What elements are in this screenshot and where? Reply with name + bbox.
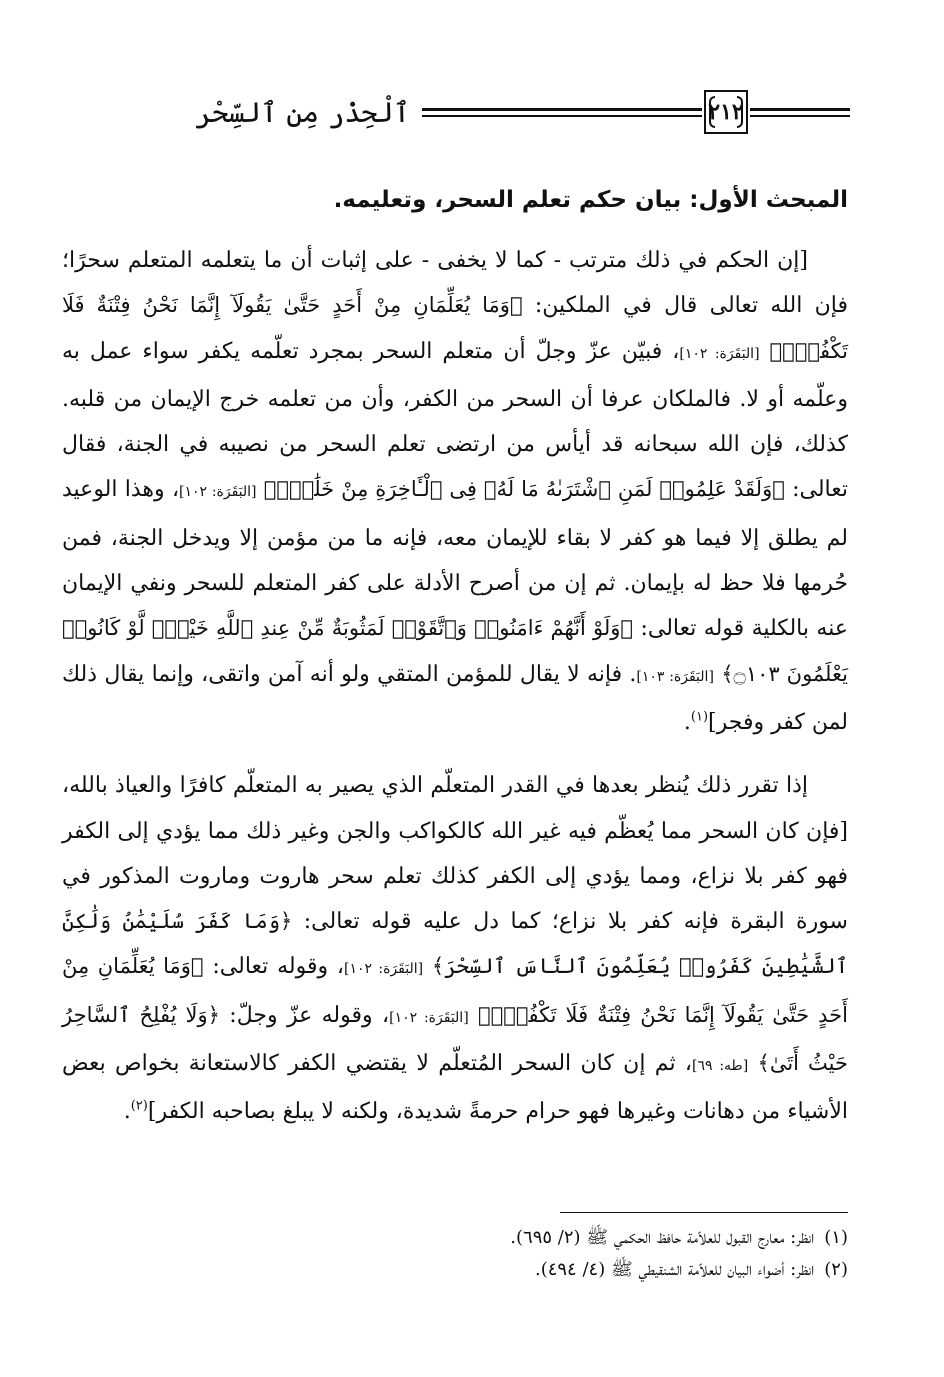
text-segment: [إن الحكم في ذلك مترتب - كما لا يخفى - على إثبات أن ما يتعلمه المتعلم سحرًا؛ فإن الله تعالى قال في الملكين: <box>62 248 848 319</box>
quran-verse: ﴿وَمَا كَفَرَ سُلَيْمَٰنُ وَلَٰكِنَّ ٱلشَّيَٰطِينَ كَفَرُوا۟ يُعَلِّمُونَ ٱلنَّاسَ ٱلسِّحْرَ﴾ <box>62 909 849 979</box>
verse-reference: [طه: ٦٩] <box>692 1058 749 1075</box>
verse-reference: [البَقَرَة: ١٠٢] <box>344 961 424 978</box>
paragraph-2 <box>62 763 848 1134</box>
verse-reference: [البَقَرَة: ١٠٢] <box>179 484 257 501</box>
verse-reference: [البَقَرَة: ١٠٣] <box>636 668 714 685</box>
page-header <box>110 90 850 142</box>
footnote <box>62 1254 848 1286</box>
footnote <box>62 1222 848 1254</box>
footnote-number: (١) <box>824 1227 848 1248</box>
text-segment: ، ثم إن كان السحر المُتعلّم لا يقتضي الكفر كالاستعانة بخواص بعض الأشياء من دهانات وغيرها فهو حرام حرمةً شديدة، ولكنه لا يبلغ بصاحبه الكفر] <box>62 1051 848 1125</box>
quran-verse: ﴿وَلَوْ أَنَّهُمْ ءَامَنُوا۟ وَٱتَّقَوْا۟ لَمَثُوبَةٌ مِّنْ عِندِ ٱللَّهِ خَيْرٌۖ لَّوْ كَانُوا۟ يَعْلَمُونَ ۝١٠٣﴾ <box>62 616 848 686</box>
quran-verse: ﴿وَمَا يُعَلِّمَانِ مِنْ أَحَدٍ حَتَّىٰ يَقُولَآ إِنَّمَا نَحْنُ فِتْنَةٌ فَلَا تَكْفُرْۖ﴾ <box>62 293 849 363</box>
page-body <box>62 180 848 1135</box>
page-number-frame <box>704 90 748 134</box>
footnote-marker[interactable]: (٢) <box>130 1099 148 1115</box>
verse-reference: [البَقَرَة: ١٠٢] <box>389 1009 469 1026</box>
footnote-number: (٢) <box>824 1259 848 1280</box>
text-segment: ، وقوله تعالى: <box>203 954 345 980</box>
quran-verse: ﴿وَلَا يُفْلِحُ ٱلسَّاحِرُ حَيْثُ أَتَىٰ﴾ <box>62 1002 848 1076</box>
page-number: ٢١٢ <box>708 99 744 125</box>
footnote-text: انظر: معارج القبول للعلاّمة حافظ الحكمي ﷺ (٢/ ٦٩٥). <box>510 1227 815 1248</box>
header-rule-left <box>422 108 702 117</box>
text-segment: . <box>683 709 691 735</box>
text-segment: ، فبيّن عزّ وجلّ أن متعلم السحر بمجرد تعلّمه يكفر سواء عمل به وعلّمه أو لا. فالملكان عرفا أن السحر من الكفر، وأن من تعلمه خرج الإيمان من قلبه. كذلك، فإن الله سبحانه قد أيأس من ارتضى تعلم السحر من نصيبه في الجنة، فقال تعالى: <box>62 338 848 503</box>
quran-verse: ﴿وَمَا يُعَلِّمَانِ مِنْ أَحَدٍ حَتَّىٰ يَقُولَآ إِنَّمَا نَحْنُ فِتْنَةٌ فَلَا تَكْفُرْۖ﴾ <box>62 954 848 1027</box>
text-segment: ، وهذا الوعيد لم يطلق إلا فيما هو كفر لا بقاء للإيمان معه، فإنه ما من مؤمن إلا ويدخل الجنة، فمن حُرمها فلا حظ له بإيمان. ثم إن من أصرح الأدلة على كفر المتعلم للسحر ونفي الإيمان عنه بالكلية قوله تعالى: <box>62 477 848 642</box>
text-segment: . فإنه لا يقال للمؤمن المتقي ولو أنه آمن واتقى، وإنما يقال ذلك لمن كفر وفجر] <box>62 661 848 735</box>
verse-reference: [البَقَرَة: ١٠٢] <box>679 345 760 362</box>
section-title: المبحث الأول: بيان حكم تعلم السحر، وتعليمه. <box>333 187 848 213</box>
paragraph-1 <box>62 238 848 745</box>
footnotes <box>62 1222 848 1286</box>
text-segment: إذا تقرر ذلك يُنظر بعدها في القدر المتعلّم الذي يصير به المتعلّم كافرًا والعياذ بالله، [فإن كان السحر مما يُعظّم فيه غير الله كالكواكب والجن وغير ذلك مما يؤدي إلى الكفر فهو كفر بلا نزاع، ومما يؤدي إلى الكفر كذلك تعلم سحر هاروت وماروت المذكور في سورة البقرة فإنه كفر بلا نزاع؛ كما دل عليه قوله تعالى: <box>62 773 848 935</box>
footnote-text: انظر: أضواء البيان للعلاّمة الشنقيطي ﷺ (٤/ ٤٩٤). <box>534 1259 815 1280</box>
book-title: ٱلْحِذْر مِن ٱلسِّحْر <box>195 96 410 129</box>
footnote-separator <box>560 1212 848 1213</box>
quran-verse: ﴿وَلَقَدْ عَلِمُوا۟ لَمَنِ ٱشْتَرَىٰهُ مَا لَهُۥ فِى ٱلْـَٔاخِرَةِ مِنْ خَلَٰقٍۚ﴾ <box>263 477 785 502</box>
footnote-marker[interactable]: (١) <box>690 709 709 725</box>
header-rule-right <box>750 108 850 117</box>
text-segment: ، وقوله عزّ وجلّ: <box>219 1002 390 1028</box>
text-segment: . <box>123 1099 131 1125</box>
